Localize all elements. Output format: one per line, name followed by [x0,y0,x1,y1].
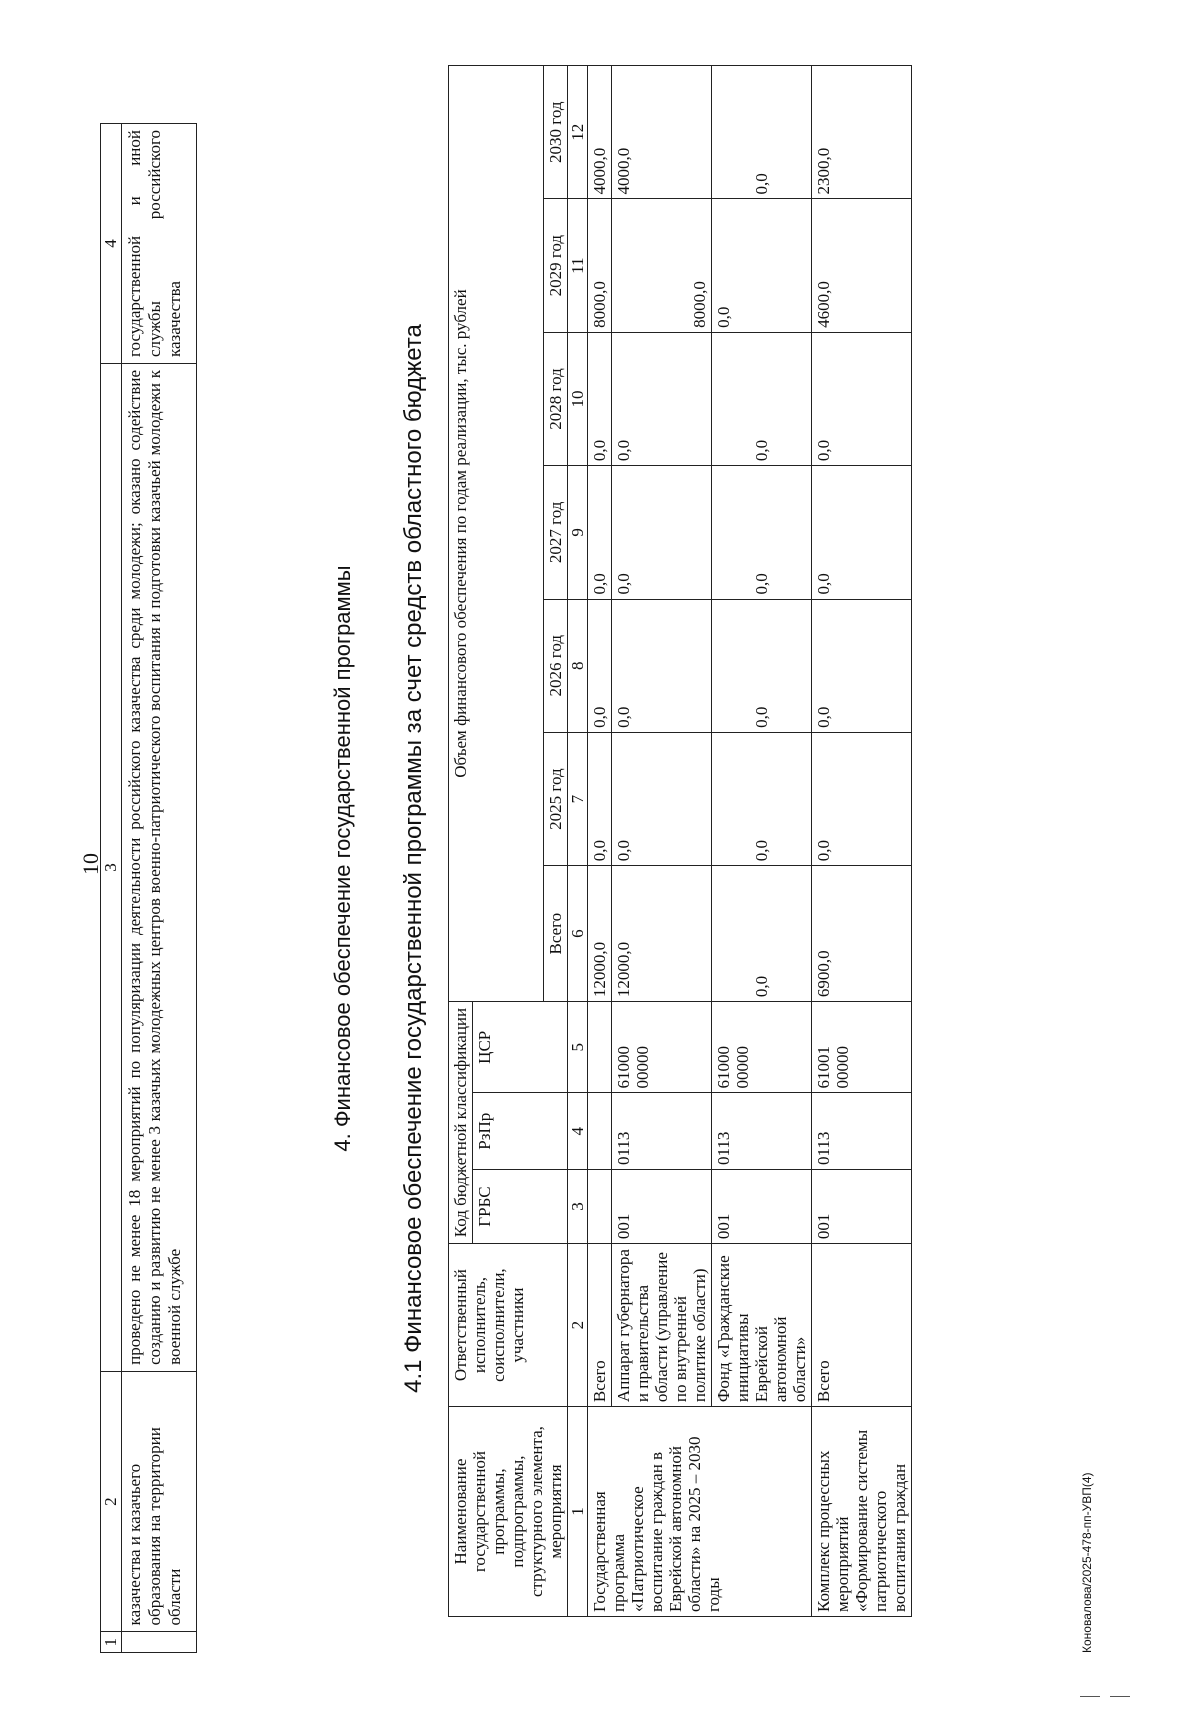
rzpr: 0113 [712,1093,812,1170]
header-year: 2027 год [544,466,568,599]
table-row [712,66,812,1617]
column-number: 6 [568,866,588,1002]
year-value: 8000,0 [588,199,612,332]
document-code: Коновалова/2025-478-пп-УВП(4) [1080,1472,1094,1653]
year-value: 0,0 [612,332,712,465]
year-value: 0,0 [612,599,712,732]
header-year: 2029 год [544,199,568,332]
section-title: 4. Финансовое обеспечение государственной программы [330,565,355,1152]
rzpr: 0113 [812,1093,912,1170]
total: 6900,0 [812,866,912,1002]
column-number: 1 [568,1407,588,1617]
grbs: 001 [812,1170,912,1244]
year-value: 0,0 [712,199,812,332]
top-table [100,123,197,1653]
grbs: 001 [612,1170,712,1244]
year-value: 8000,0 [612,199,712,332]
year-value: 0,0 [712,332,812,465]
year-value: 0,0 [588,466,612,599]
year-value: 0,0 [812,732,912,865]
column-number: 12 [568,66,588,199]
executor: Всего [588,1244,612,1407]
year-value: 0,0 [712,466,812,599]
year-value: 0,0 [712,732,812,865]
grbs: 001 [712,1170,812,1244]
year-value: 2300,0 [812,66,912,199]
header-volume: Объем финансового обеспечения по годам реализации, тыс. рублей [449,66,544,1002]
column-number: 3 [568,1170,588,1244]
column-number: 5 [568,1002,588,1093]
top-table-cell [122,1632,197,1653]
top-table-cell: казачества и казачьего образования на территории области [122,1371,197,1632]
top-table-header-cell: 3 [101,364,122,1372]
total: 12000,0 [588,866,612,1002]
column-number-row [568,66,588,1617]
year-value: 0,0 [588,332,612,465]
subsection-title: 4.1 Финансовое обеспечение государственной программы за счет средств областного бюджета [400,324,427,1393]
header-total: Всего [544,866,568,1002]
program-name: Комплекс процессных мероприятий «Формирование системы патриотического воспитания граждан [812,1407,912,1617]
year-value: 0,0 [812,466,912,599]
header-year: 2025 год [544,732,568,865]
header-year: 2030 год [544,66,568,199]
year-value: 0,0 [712,66,812,199]
program-name: Государственная программа «Патриотическое воспитание граждан в Еврейской автономной области» на 2025 – 2030 годы [588,1407,812,1617]
executor: Фонд «Гражданские инициативы Еврейской автономной области» [712,1244,812,1407]
header-grbs: ГРБС [473,1170,568,1244]
header-rzpr: РзПр [473,1093,568,1170]
table-row [612,66,712,1617]
top-table-cell: проведено не менее 18 мероприятий по популяризации деятельности российского казачества среди молодежи; оказано содействие созданию и развитию не менее 3 казачьих молодежных центров военно-патриотического воспитания и подготовки казачьей молодежи к военной службе [122,364,197,1372]
year-value: 4000,0 [612,66,712,199]
column-number: 7 [568,732,588,865]
year-value: 0,0 [812,599,912,732]
year-value: 0,0 [612,466,712,599]
header-year: 2028 год [544,332,568,465]
top-table-header-cell: 2 [101,1371,122,1632]
grbs [588,1170,612,1244]
header-year: 2026 год [544,599,568,732]
rzpr [588,1093,612,1170]
column-number: 9 [568,466,588,599]
total: 12000,0 [612,866,712,1002]
header-csr: ЦСР [473,1002,568,1093]
page-number: 10 [78,853,103,875]
year-value: 4000,0 [588,66,612,199]
top-table-header-row [101,124,122,1653]
year-value: 4600,0 [812,199,912,332]
csr: 61000 00000 [612,1002,712,1093]
table-row [588,66,612,1617]
header-name: Наименование государственной программы, подпрограммы, структурного элемента, мероприятия [449,1407,568,1617]
finance-table [448,65,912,1617]
top-table-header-cell: 1 [101,1632,122,1653]
year-value: 0,0 [812,332,912,465]
column-number: 11 [568,199,588,332]
csr [588,1002,612,1093]
total: 0,0 [712,866,812,1002]
year-value: 0,0 [712,599,812,732]
header-budget-code: Код бюджетной классификации [449,1002,473,1244]
top-table-header-cell: 4 [101,124,122,364]
year-value: 0,0 [588,599,612,732]
year-value: 0,0 [588,732,612,865]
column-number: 4 [568,1093,588,1170]
csr: 61001 00000 [812,1002,912,1093]
rzpr: 0113 [612,1093,712,1170]
header-executor: Ответственный исполнитель, соисполнители, участники [449,1244,568,1407]
table-row [812,66,912,1617]
margin-mark [1110,1696,1130,1697]
top-table-cell: государственной и иной службы российского казачества [122,124,197,364]
column-number: 10 [568,332,588,465]
column-number: 8 [568,599,588,732]
finance-header-row-1 [449,66,473,1617]
csr: 61000 00000 [712,1002,812,1093]
margin-mark [1080,1696,1100,1697]
executor: Аппарат губернатора и правительства области (управление по внутренней политике области) [612,1244,712,1407]
column-number: 2 [568,1244,588,1407]
year-value: 0,0 [612,732,712,865]
executor: Всего [812,1244,912,1407]
top-table-row [122,124,197,1653]
